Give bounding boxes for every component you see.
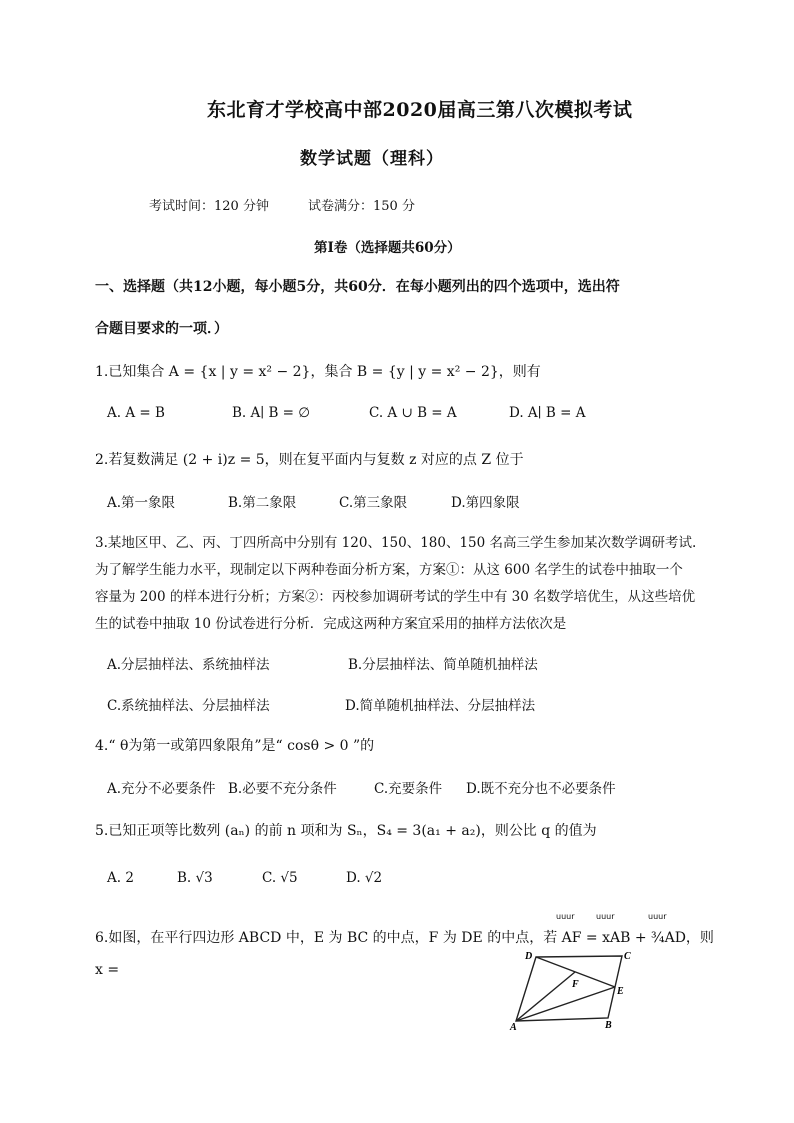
parallelogram-figure	[505, 948, 635, 1032]
label-c: C	[624, 951, 631, 962]
segment-af	[516, 972, 575, 1021]
question-5-stem: 5.已知正项等比数列 (aₙ) 的前 n 项和为 Sₙ，S₄ = 3(a₁ + a₂)，则公比 q 的值为	[95, 823, 597, 839]
question-3-line2: 为了解学生能力水平，现制定以下两种卷面分析方案，方案①：从这 600 名学生的试卷中抽取一个	[95, 562, 683, 578]
label-e: E	[617, 986, 624, 997]
question-6-stem: 6.如图，在平行四边形 ABCD 中，E 为 BC 的中点，F 为 DE 的中点，若 AF = xAB + ¾AD，则	[95, 930, 714, 946]
label-f: F	[572, 979, 579, 990]
question-4-option-a: A.充分不必要条件	[107, 781, 216, 797]
question-1-stem: 1.已知集合 A = {x | y = x² − 2}，集合 B = {y | y = x² − 2}，则有	[95, 364, 541, 380]
vector-mark-af: uuur	[556, 912, 575, 921]
question-2-stem: 2.若复数满足 (2 + i)z = 5，则在复平面内与复数 z 对应的点 Z 位于	[95, 452, 524, 468]
question-3-option-c: C.系统抽样法、分层抽样法	[107, 698, 270, 714]
question-5-option-b: B. √3	[177, 870, 213, 886]
question-2-option-c: C.第三象限	[339, 495, 408, 511]
question-3-option-d: D.简单随机抽样法、分层抽样法	[345, 698, 536, 714]
question-5-option-c: C. √5	[262, 870, 298, 886]
exam-subtitle: 数学试题（理科）	[300, 149, 444, 169]
section-heading-line1: 一、选择题（共12小题，每小题5分，共60分．在每小题列出的四个选项中，选出符	[95, 279, 620, 295]
segment-ae	[516, 987, 615, 1021]
question-1-option-c: C. A ∪ B = A	[369, 405, 457, 421]
label-a: A	[510, 1022, 517, 1032]
question-1-option-d: D. A∣ B = A	[509, 405, 586, 421]
question-2-option-a: A.第一象限	[107, 495, 176, 511]
question-2-option-b: B.第二象限	[228, 495, 297, 511]
question-3-option-b: B.分层抽样法、简单随机抽样法	[348, 657, 538, 673]
question-4-option-b: B.必要不充分条件	[228, 781, 337, 797]
question-3-option-a: A.分层抽样法、系统抽样法	[107, 657, 270, 673]
question-6-stem-line2: x =	[95, 962, 120, 978]
vector-mark-ab: uuur	[596, 912, 615, 921]
question-4-stem: 4.“ θ为第一或第四象限角”是“ cosθ > 0 ”的	[95, 738, 375, 754]
part-heading: 第Ⅰ卷（选择题共60分）	[314, 240, 461, 256]
exam-time: 考试时间：120 分钟	[149, 199, 269, 214]
question-1-option-a: A. A = B	[107, 405, 165, 421]
vector-mark-ad: uuur	[648, 912, 667, 921]
section-heading-line2: 合题目要求的一项．）	[95, 321, 228, 337]
question-5-option-d: D. √2	[346, 870, 383, 886]
label-d: D	[525, 951, 533, 962]
question-1-option-b: B. A∣ B = ∅	[232, 405, 311, 421]
label-b: B	[605, 1020, 612, 1031]
question-2-option-d: D.第四象限	[451, 495, 520, 511]
question-5-option-a: A. 2	[107, 870, 134, 886]
question-3-line4: 生的试卷中抽取 10 份试卷进行分析．完成这两种方案宜采用的抽样方法依次是	[95, 616, 567, 632]
parallelogram-shape	[516, 956, 622, 1021]
exam-score: 试卷满分：150 分	[308, 199, 415, 214]
question-3-line3: 容量为 200 的样本进行分析；方案②：丙校参加调研考试的学生中有 30 名数学培优生，从这些培优	[95, 589, 696, 605]
question-3-line1: 3.某地区甲、乙、丙、丁四所高中分别有 120、150、180、150 名高三学生参加某次数学调研考试.	[95, 535, 697, 551]
exam-title: 东北育才学校高中部2020届高三第八次模拟考试	[207, 99, 633, 121]
question-4-option-c: C.充要条件	[374, 781, 443, 797]
question-4-option-d: D.既不充分也不必要条件	[466, 781, 616, 797]
